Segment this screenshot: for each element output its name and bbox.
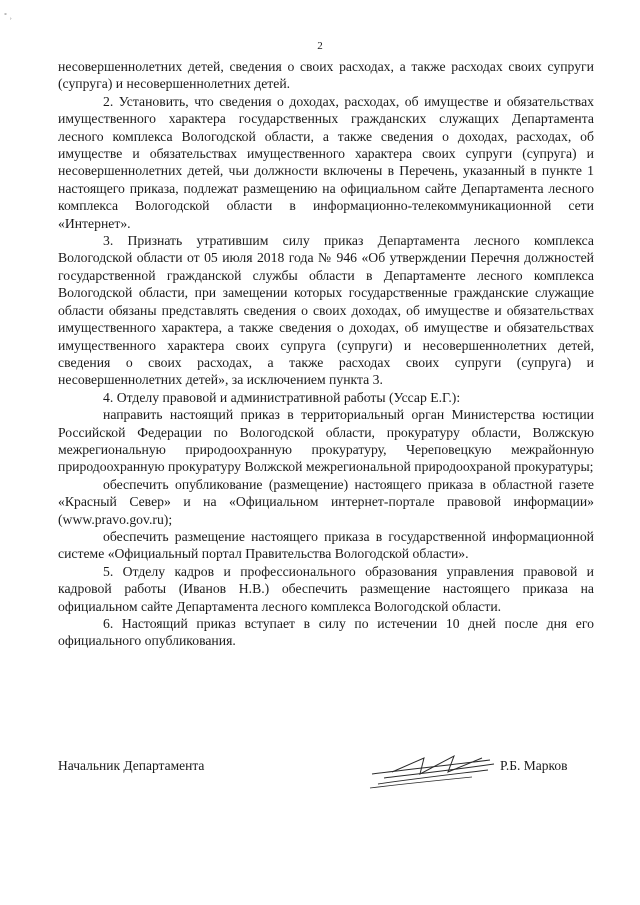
paragraph-item-4-place: обеспечить размещение настоящего приказа в государственной информационной системе «Официальный портал Правительства Вологодской области». bbox=[58, 528, 594, 562]
paragraph-item-2: 2. Установить, что сведения о доходах, расходах, об имуществе и обязательствах имущественного характера государственных гражданских служащих Департамента лесного комплекса Вологодской области, а также сведения о доходах, расходах, об имуществе и обязательствах имущественного характера своих супруги (супруга) и несовершеннолетних детей, чьи должности включены в Перечень, указанный в пункте 1 настоящего приказа, подлежат размещению на официальном сайте Департамента лесного комплекса Вологодской области в информационно-телекоммуникационной сети «Интернет». bbox=[58, 93, 594, 231]
handwritten-signature bbox=[362, 744, 502, 794]
paragraph-item-4: 4. Отделу правовой и административной работы (Уссар Е.Г.): bbox=[103, 389, 461, 405]
paragraph-item-4-publish: обеспечить опубликование (размещение) настоящего приказа в областной газете «Красный Север» и на «Официальном интернет-портале правовой информации» (www.pravo.gov.ru); bbox=[58, 476, 594, 527]
signature-name: Р.Б. Марков bbox=[500, 758, 568, 773]
paragraph-item-6: 6. Настоящий приказ вступает в силу по истечении 10 дней после дня его официального опубликования. bbox=[58, 616, 594, 649]
signature-position: Начальник Департамента bbox=[58, 758, 205, 773]
page-number: 2 bbox=[317, 40, 323, 52]
paragraph-item-3: 3. Признать утратившим силу приказ Департамента лесного комплекса Вологодской области от 05 июля 2018 года № 946 «Об утверждении Перечня должностей государственной гражданской службы области в Департаменте лесного комплекса Вологодской области, при замещении которых государственные гражданские служащие области обязаны представлять сведения о своих доходах, об имуществе и обязательствах имущественного характера, а также сведения о доходах, об имуществе и обязательствах имущественного характера своих супруга (супруги) и несовершеннолетних детей, сведения о своих расходах, а также расходах своих супруги (супруга) и несовершеннолетних детей», за исключением пункта 3. bbox=[58, 233, 594, 388]
paragraph-continuation: несовершеннолетних детей, сведения о своих расходах, а также расходах своих супруги (супруга) и несовершеннолетних детей. bbox=[58, 59, 594, 92]
paragraph-item-4-send: направить настоящий приказ в территориальный орган Министерства юстиции Российской Федерации по Вологодской области, прокуратуру области, Волжскую межрегиональную природоохранную прокуратуру, Череповецкую межрайонную природоохранную прокуратуру Волжской межрегиональной природоохраной прокуратуры; bbox=[58, 407, 594, 475]
document-body bbox=[58, 58, 594, 650]
scan-mark: ˚ ˒ bbox=[4, 12, 13, 22]
paragraph-item-5: 5. Отделу кадров и профессионального образования управления правовой и кадровой работы (Иванов Н.В.) обеспечить размещение настоящего приказа на официальном сайте Департамента лесного комплекса Вологодской области. bbox=[58, 563, 594, 614]
